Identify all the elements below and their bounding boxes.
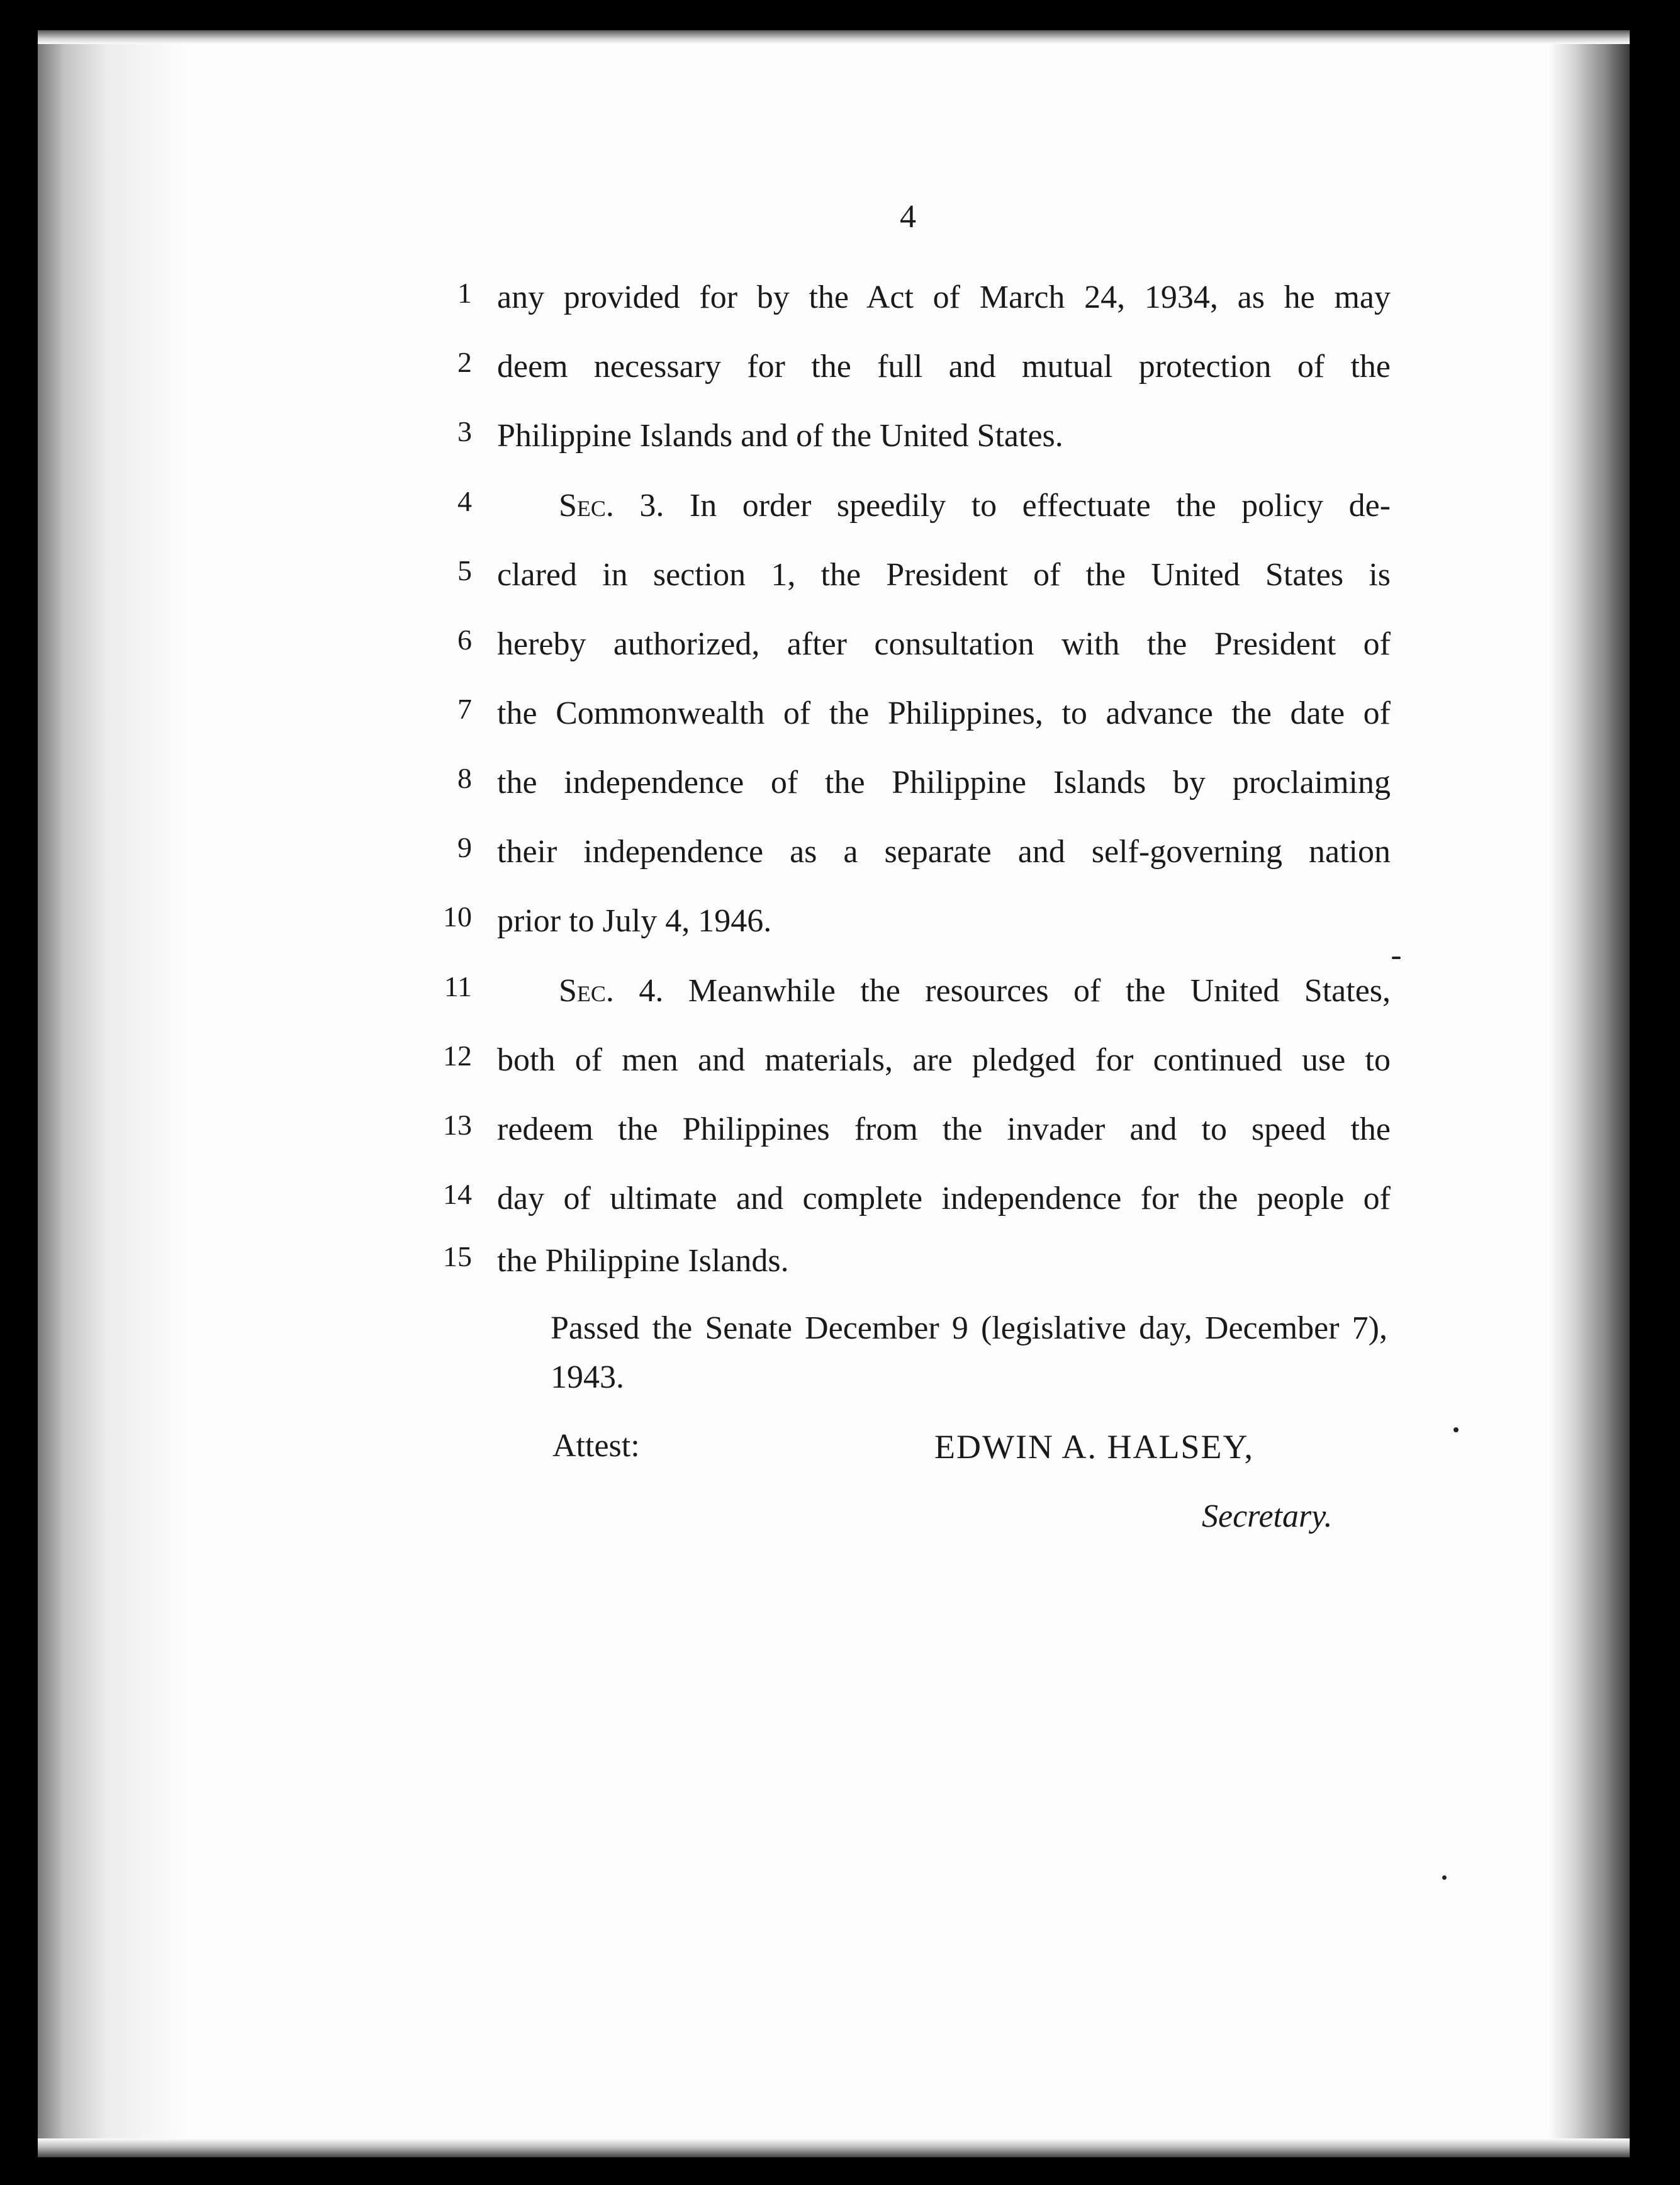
text-line (0, 966, 1680, 1016)
line-number: 12 (443, 1040, 472, 1072)
line-number: 6 (457, 624, 472, 656)
line-number: 3 (457, 415, 472, 447)
scan-speck (1442, 1875, 1447, 1880)
text-line (0, 342, 1680, 392)
line-number: 14 (443, 1178, 472, 1210)
attest-label: Attest: (552, 1428, 640, 1464)
text-line (0, 550, 1680, 600)
text-line (0, 1104, 1680, 1155)
line-number: 13 (443, 1109, 472, 1141)
text-line (0, 758, 1680, 808)
section-label: Sec. 4. (559, 973, 664, 1009)
text-line (0, 896, 1680, 946)
text-line (0, 481, 1680, 531)
line-number: 11 (444, 970, 472, 1003)
text-line (0, 827, 1680, 877)
section-text: Meanwhile the resources of the United States, (688, 973, 1391, 1009)
section-text: In order speedily to effectuate the policy de- (689, 488, 1391, 524)
line-number: 15 (443, 1240, 472, 1272)
line-number: 5 (457, 554, 472, 587)
signer-name: EDWIN A. HALSEY, (934, 1428, 1254, 1466)
line-text: the Commonwealth of the Philippines, to advance the date of (497, 695, 1391, 731)
line-number: 4 (457, 485, 472, 517)
line-text: deem necessary for the full and mutual protection of the (497, 349, 1391, 385)
line-text: any provided for by the Act of March 24, 1934, as he may (497, 279, 1391, 315)
line-text: the independence of the Philippine Islands by proclaiming (497, 765, 1391, 800)
text-line (0, 619, 1680, 670)
text-line (0, 688, 1680, 739)
line-number: 7 (457, 693, 472, 725)
section-label: Sec. 3. (559, 488, 664, 524)
line-text: Philippine Islands and of the United States. (497, 418, 1063, 454)
page-edge-top (38, 30, 1630, 44)
passed-senate-text: Passed the Senate December 9 (legislative day, December 7), 1943. (551, 1310, 1387, 1395)
signer-title: Secretary. (1202, 1498, 1333, 1534)
text-line (0, 1035, 1680, 1086)
line-text (559, 481, 1391, 531)
line-text: redeem the Philippines from the invader and to speed the (497, 1111, 1391, 1147)
text-line (0, 272, 1680, 323)
page-edge-bottom (38, 2138, 1630, 2157)
line-number: 1 (457, 277, 472, 309)
line-text: clared in section 1, the President of the United States is (497, 557, 1391, 593)
page-number: 4 (900, 199, 917, 235)
text-line (0, 1236, 1680, 1286)
text-line (0, 411, 1680, 461)
line-text: hereby authorized, after consultation with the President of (497, 626, 1391, 662)
scan-speck (1453, 1427, 1459, 1432)
line-text: prior to July 4, 1946. (497, 903, 772, 939)
line-text: day of ultimate and complete independence for the people of (497, 1181, 1391, 1216)
line-text (559, 966, 1391, 1016)
line-number: 9 (457, 831, 472, 863)
text-line (0, 1174, 1680, 1224)
line-number: 8 (457, 762, 472, 794)
line-number: 2 (457, 346, 472, 378)
line-text: both of men and materials, are pledged for continued use to (497, 1042, 1391, 1078)
line-number: 10 (443, 901, 472, 933)
line-text: their independence as a separate and self-governing nation (497, 834, 1391, 870)
scan-speck (1392, 957, 1401, 959)
line-text: the Philippine Islands. (497, 1243, 789, 1279)
